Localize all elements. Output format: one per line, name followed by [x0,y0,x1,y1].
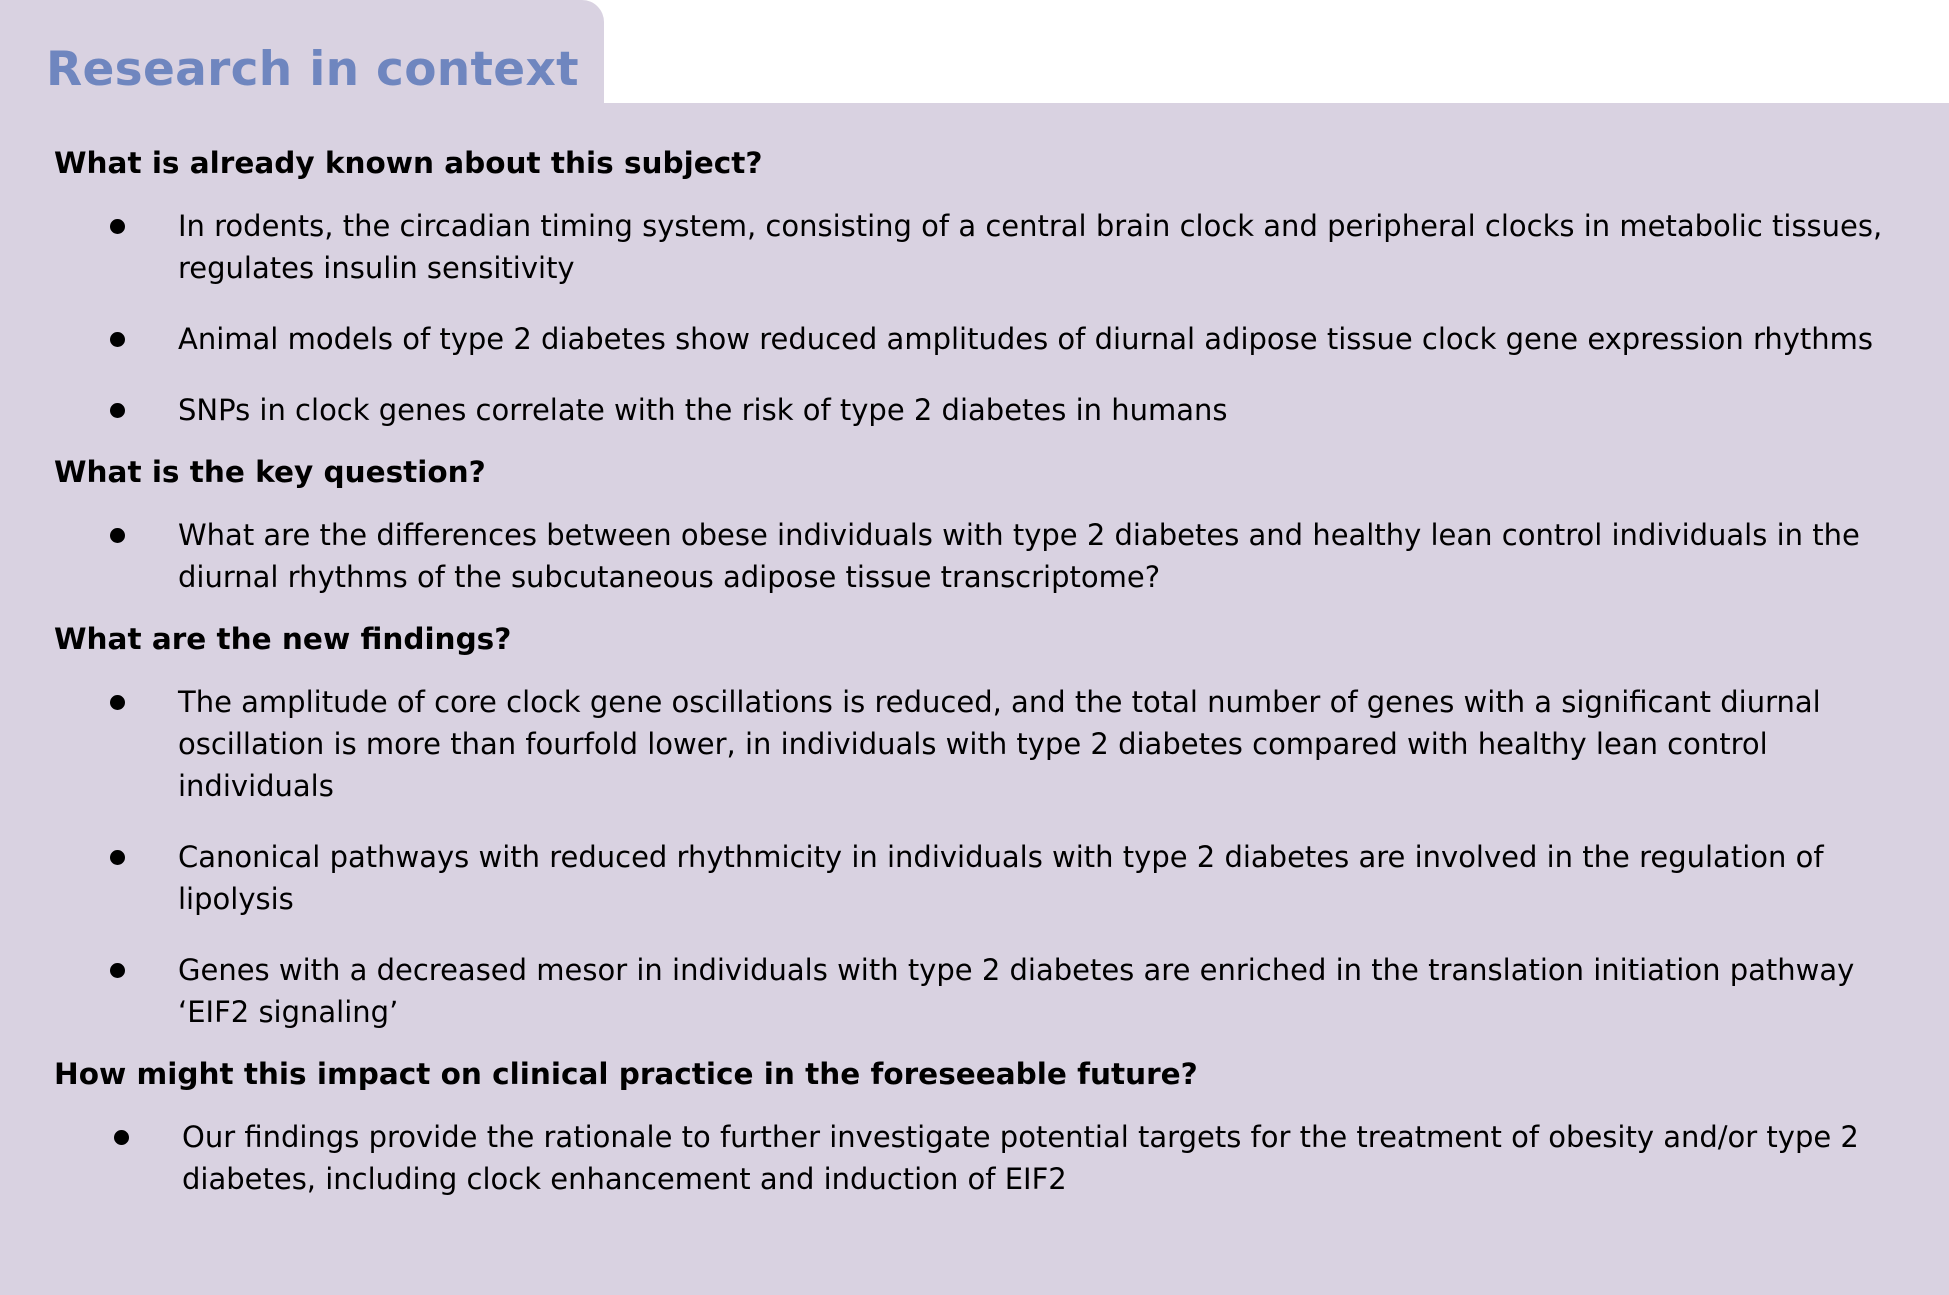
bullet-icon [110,403,125,418]
section-heading: What is the key question? [54,455,486,489]
list-item-text: Canonical pathways with reduced rhythmicity in individuals with type 2 diabetes are involved in the regulation of lipolysis [178,840,1824,916]
list-item [54,1116,1909,1200]
section-heading: What is already known about this subject? [54,146,763,180]
section-heading: What are the new findings? [54,622,512,656]
research-in-context-panel [0,103,1949,1295]
bullet-icon [114,1130,129,1145]
section-new-findings [54,619,1909,1033]
list-item-text: Animal models of type 2 diabetes show reduced amplitudes of diurnal adipose tissue clock gene expression rhythms [178,322,1874,356]
list-item-text: In rodents, the circadian timing system, consisting of a central brain clock and peripheral clocks in metabolic tissues, regulates insulin sensitivity [178,209,1883,285]
list-item [54,389,1909,431]
list-item-text: What are the differences between obese individuals with type 2 diabetes and healthy lean control individuals in the diurnal rhythms of the subcutaneous adipose tissue transcriptome? [178,518,1860,594]
box-title: Research in context [46,42,579,97]
section-key-question [54,452,1909,598]
bullet-icon [110,528,125,543]
bullet-icon [110,850,125,865]
section-already-known [54,143,1909,431]
bullet-icon [110,963,125,978]
bullet-list [54,205,1909,431]
list-item [54,949,1909,1033]
bullet-icon [110,332,125,347]
bullet-list [54,514,1909,598]
list-item-text: The amplitude of core clock gene oscillations is reduced, and the total number of genes with a significant diurnal oscillation is more than fourfold lower, in individuals with type 2 diabetes compared with healthy lean control individuals [178,685,1821,803]
list-item-text: Genes with a decreased mesor in individuals with type 2 diabetes are enriched in the translation initiation pathway ‘EIF2 signaling’ [178,953,1855,1029]
bullet-list [54,681,1909,1033]
list-item [54,681,1909,807]
list-item [54,514,1909,598]
list-item [54,318,1909,360]
list-item-text: Our findings provide the rationale to further investigate potential targets for the treatment of obesity and/or type 2 diabetes, including clock enhancement and induction of EIF2 [182,1120,1859,1196]
section-heading: How might this impact on clinical practice in the foreseeable future? [54,1057,1198,1091]
section-clinical-impact [54,1054,1909,1200]
list-item-text: SNPs in clock genes correlate with the risk of type 2 diabetes in humans [178,393,1228,427]
bullet-list [54,1116,1909,1200]
bullet-icon [110,695,125,710]
list-item [54,205,1909,289]
bullet-icon [110,219,125,234]
list-item [54,836,1909,920]
title-tab [0,0,604,115]
